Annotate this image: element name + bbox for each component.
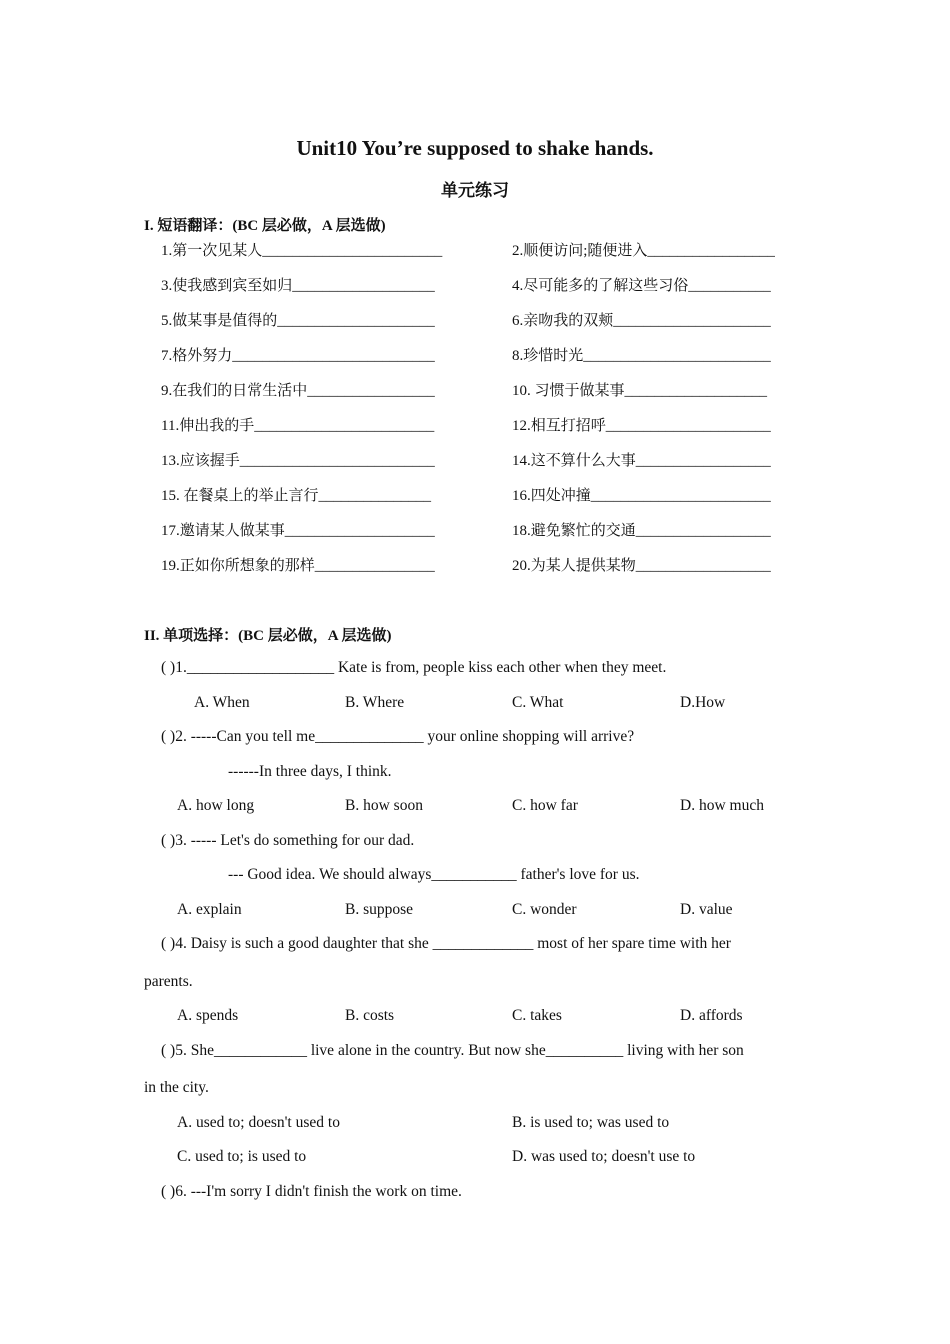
section1-heading: I. 短语翻译：(BC 层必做，A 层选做) — [144, 218, 386, 234]
q3-option-a: A. explain — [177, 901, 242, 918]
phrase-item-7: 7.格外努力___________________________ — [161, 348, 435, 364]
question-2-reply: ------In three days, I think. — [228, 763, 392, 780]
phrase-item-15: 15. 在餐桌上的举止言行_______________ — [161, 488, 432, 504]
q1-option-b: B. Where — [345, 694, 405, 711]
phrase-item-19: 19.正如你所想象的那样________________ — [161, 558, 435, 574]
question-5-stem: ( )5. She____________ live alone in the country. But now she__________ living with her son — [161, 1042, 744, 1059]
q2-option-b: B. how soon — [345, 797, 423, 814]
phrase-item-5: 5.做某事是值得的_____________________ — [161, 313, 435, 329]
question-5-continuation: in the city. — [144, 1079, 209, 1096]
question-4-stem: ( )4. Daisy is such a good daughter that she _____________ most of her spare time with her — [161, 935, 731, 952]
q5-option-a: A. used to; doesn't used to — [177, 1114, 340, 1131]
q2-option-a: A. how long — [177, 797, 255, 814]
question-6-stem: ( )6. ---I'm sorry I didn't finish the work on time. — [161, 1183, 462, 1200]
phrase-item-12: 12.相互打招呼______________________ — [512, 418, 771, 434]
q1-option-d: D.How — [680, 694, 726, 711]
q3-option-d: D. value — [680, 901, 733, 918]
phrase-item-13: 13.应该握手__________________________ — [161, 453, 435, 469]
phrase-item-14: 14.这不算什么大事__________________ — [512, 453, 771, 469]
q2-option-d: D. how much — [680, 797, 764, 814]
phrase-item-4: 4.尽可能多的了解这些习俗___________ — [512, 278, 771, 294]
q4-option-a: A. spends — [177, 1007, 239, 1024]
phrase-item-20: 20.为某人提供某物__________________ — [512, 558, 771, 574]
question-1-stem: ( )1.___________________ Kate is from, people kiss each other when they meet. — [161, 659, 667, 676]
phrase-item-11: 11.伸出我的手________________________ — [161, 418, 435, 434]
q3-option-b: B. suppose — [345, 901, 414, 918]
section2-heading: II. 单项选择：(BC 层必做，A 层选做) — [144, 628, 392, 644]
q1-option-a: A. When — [194, 694, 250, 711]
phrase-item-16: 16.四处冲撞________________________ — [512, 488, 771, 504]
q5-option-d: D. was used to; doesn't use to — [512, 1148, 696, 1165]
phrase-item-9: 9.在我们的日常生活中_________________ — [161, 383, 435, 399]
q4-option-b: B. costs — [345, 1007, 395, 1024]
question-3-reply: --- Good idea. We should always___________ father's love for us. — [228, 866, 640, 883]
page-subtitle: 单元练习 — [441, 181, 509, 200]
question-4-continuation: parents. — [144, 973, 193, 990]
q4-option-c: C. takes — [512, 1007, 562, 1024]
phrase-item-2: 2.顺便访问;随便进入_________________ — [512, 243, 775, 259]
phrase-item-18: 18.避免繁忙的交通__________________ — [512, 523, 771, 539]
phrase-item-1: 1.第一次见某人________________________ — [161, 243, 443, 259]
phrase-item-17: 17.邀请某人做某事____________________ — [161, 523, 435, 539]
phrase-item-3: 3.使我感到宾至如归___________________ — [161, 278, 435, 294]
q5-option-b: B. is used to; was used to — [512, 1114, 670, 1131]
q4-option-d: D. affords — [680, 1007, 743, 1024]
question-3-stem: ( )3. ----- Let's do something for our dad. — [161, 832, 415, 849]
q2-option-c: C. how far — [512, 797, 578, 814]
page-title: Unit10 You’re supposed to shake hands. — [296, 136, 654, 160]
phrase-item-8: 8.珍惜时光_________________________ — [512, 348, 771, 364]
q1-option-c: C. What — [512, 694, 564, 711]
phrase-item-10: 10. 习惯于做某事___________________ — [512, 383, 768, 399]
q5-option-c: C. used to; is used to — [177, 1148, 307, 1165]
q3-option-c: C. wonder — [512, 901, 577, 918]
question-2-stem: ( )2. -----Can you tell me______________ your online shopping will arrive? — [161, 728, 635, 745]
phrase-item-6: 6.亲吻我的双颊_____________________ — [512, 313, 771, 329]
